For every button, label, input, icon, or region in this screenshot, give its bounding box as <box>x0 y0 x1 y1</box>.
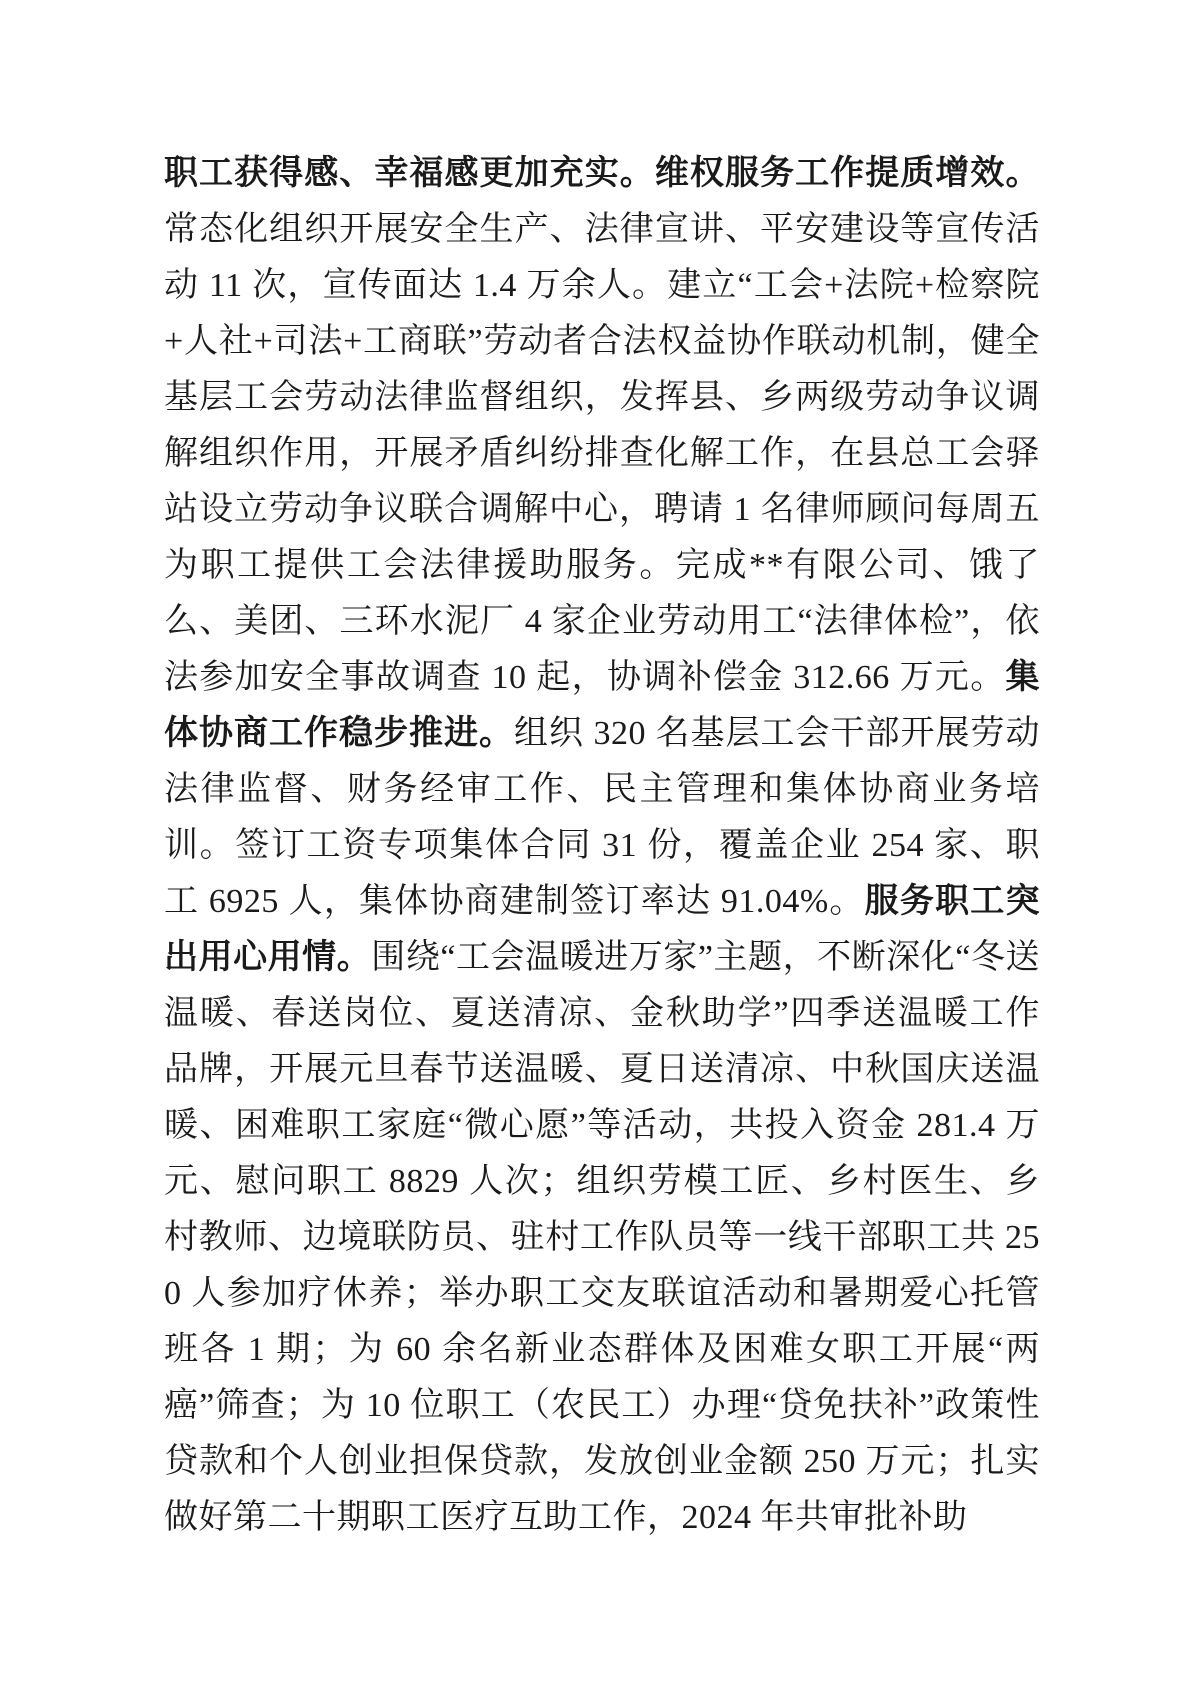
paragraph-segment: 组织 320 名基层工会干部开展劳动法律监督、财务经审工作、民主管理和集体协商业务培训。签订工资专项集体合同 31 份，覆盖企业 254 家、职工 6925 人，集体协商建制签订率达 91.04%。 <box>164 715 1040 920</box>
paragraph-segment: 集体协商工作稳步推进。 <box>164 659 1040 752</box>
paragraph-segment: 服务职工突出用心用情。 <box>164 883 1041 976</box>
document-text-block <box>164 146 1040 1546</box>
paragraph-segment: 围绕“工会温暖进万家”主题，不断深化“冬送温暖、春送岗位、夏送清凉、金秋助学”四季送温暖工作品牌，开展元旦春节送温暖、夏日送清凉、中秋国庆送温暖、困难职工家庭“微心愿”等活动，共投入资金 281.4 万元、慰问职工 8829 人次；组织劳模工匠、乡村医生、乡村教师、边境联防员、驻村工作队员等一线干部职工共 250 人参加疗休养；举办职工交友联谊活动和暑期爱心托管班各 1 期；为 60 余名新业态群体及困难女职工开展“两癌”筛查；为 10 位职工（农民工）办理“贷免扶补”政策性贷款和个人创业担保贷款，发放创业金额 250 万元；扎实做好第二十期职工医疗互助工作，2024 年共审批补助 <box>164 939 1040 1536</box>
paragraph-segment: 常态化组织开展安全生产、法律宣讲、平安建设等宣传活动 11 次，宣传面达 1.4 万余人。建立“工会+法院+检察院+人社+司法+工商联”劳动者合法权益协作联动机制，健全基层工会劳动法律监督组织，发挥县、乡两级劳动争议调解组织作用，开展矛盾纠纷排查化解工作，在县总工会驿站设立劳动争议联合调解中心，聘请 1 名律师顾问每周五为职工提供工会法律援助服务。完成**有限公司、饿了么、美团、三环水泥厂 4 家企业劳动用工“法律体检”，依法参加安全事故调查 10 起，协调补偿金 312.66 万元。 <box>164 211 1040 696</box>
document-paragraph <box>164 146 1040 1546</box>
paragraph-segment: 职工获得感、幸福感更加充实。 <box>164 155 655 192</box>
paragraph-segment: 维权服务工作提质增效。 <box>654 155 1040 192</box>
